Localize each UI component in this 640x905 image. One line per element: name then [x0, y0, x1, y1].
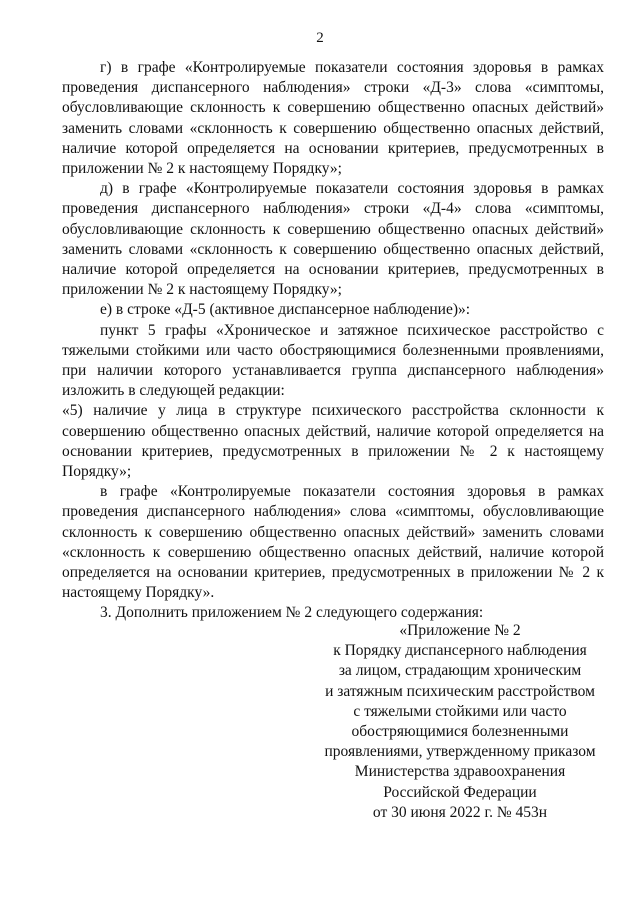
paragraph-e: е) в строке «Д-5 (активное диспансерное наблюдение)»: [100, 301, 471, 319]
paragraph-item-5: пункт 5 графы «Хроническое и затяжное психическое расстройство с тяжелыми стойкими или часто обостряющимися болезненными проявлениями, при наличии которого устанавливается группа диспансерного наблюдения» изложить в следующей редакции: [62, 321, 604, 400]
appendix-line: и затяжным психическим расстройством [325, 682, 595, 700]
paragraph-g: г) в графе «Контролируемые показатели состояния здоровья в рамках проведения диспансерного наблюдения» строки «Д-3» слова «симптомы, обусловливающие склонность к совершению общественно опасных действий» заменить словами «склонность к совершению общественно опасных действий, наличие которой определяется на основании критериев, предусмотренных в приложении № 2 к настоящему Порядку»; [62, 59, 604, 178]
page-number: 2 [316, 30, 324, 46]
appendix-line: к Порядку диспансерного наблюдения [333, 642, 587, 660]
paragraph-new-wording: «5) наличие у лица в структуре психического расстройства склонности к совершению общественно опасных действий, наличие которой определяется на основании критериев, предусмотренных в приложении № 2 к настоящему Порядку»; [62, 402, 604, 481]
paragraph-column-change: в графе «Контролируемые показатели состояния здоровья в рамках проведения диспансерного наблюдения» слова «симптомы, обусловливающие склонность к совершению общественно опасных действий» заменить словами «склонность к совершению общественно опасных действий, наличие которой определяется на основании критериев, предусмотренных в приложении № 2 к настоящему Порядку». [62, 483, 604, 602]
appendix-heading [310, 621, 610, 823]
appendix-line: за лицом, страдающим хроническим [338, 662, 582, 680]
appendix-line: обостряющимися болезненными [351, 723, 569, 741]
appendix-line: Российской Федерации [383, 783, 537, 801]
document-body [62, 58, 604, 624]
appendix-line: от 30 июня 2022 г. № 453н [372, 803, 548, 821]
appendix-line: Министерства здравоохранения [354, 763, 566, 781]
appendix-line: «Приложение № 2 [399, 622, 521, 639]
paragraph-item-3: 3. Дополнить приложением № 2 следующего содержания: [100, 604, 484, 622]
paragraph-d: д) в графе «Контролируемые показатели состояния здоровья в рамках проведения диспансерного наблюдения» строки «Д-4» слова «симптомы, обусловливающие склонность к совершению общественно опасных действий» заменить словами «склонность к совершению общественно опасных действий, наличие которой определяется на основании критериев, предусмотренных в приложении № 2 к настоящему Порядку»; [62, 180, 604, 299]
appendix-line: с тяжелыми стойкими или часто [353, 702, 567, 720]
appendix-line: проявлениями, утвержденному приказом [324, 743, 596, 761]
